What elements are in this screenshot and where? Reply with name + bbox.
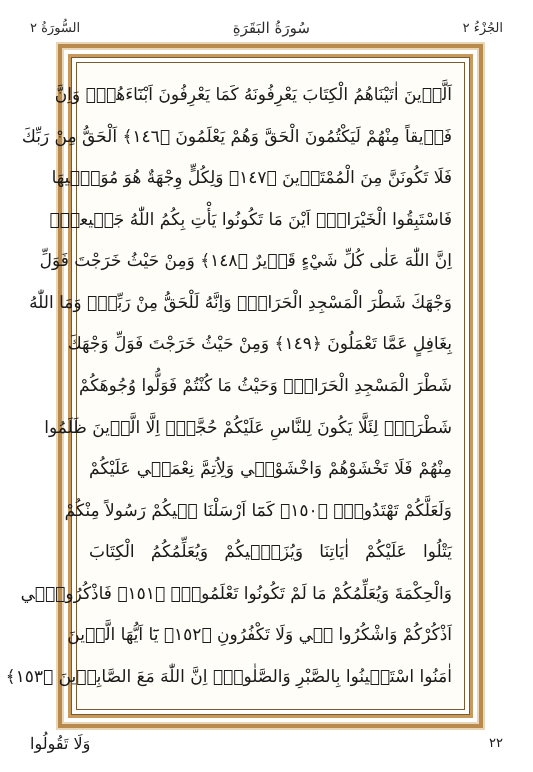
catchword: وَلَا تَقُولُوا (30, 733, 91, 753)
text-line: اَذْكُرْكُمْ وَاشْكُرُوا ل۪ي وَلَا تَكْفُرُونِ ﴿١٥٢﴾ يَٓا اَيُّهَا الَّذ۪ينَ (67, 625, 452, 646)
text-line: فَر۪يقاً مِنْهُمْ لَيَكْتُمُونَ الْحَقَّ وَهُمْ يَعْلَمُونَ ﴿١٤٦﴾ اَلْحَقُّ مِنْ رَبِّكَ (21, 126, 452, 147)
surah-number-label: السُّورَةُ ٢ (30, 20, 81, 36)
page-frame (5, 44, 483, 728)
text-line: مِنْهُمْ فَلَا تَخْشَوْهُمْ وَاخْشَوْن۪ي وَلِاُتِمَّ نِعْمَت۪ي عَلَيْكُمْ (89, 459, 452, 480)
text-line: اٰمَنُوا اسْتَع۪ينُوا بِالصَّبْرِ وَالصَّلٰوةِۜ اِنَّ اللّٰهَ مَعَ الصَّابِر۪ينَ ﴿١٥٣﴾ (5, 666, 452, 687)
juz-label: الجُزْءُ ٢ (462, 20, 503, 36)
text-line: وَالْحِكْمَةَ وَيُعَلِّمُكُمْ مَا لَمْ تَكُونُوا تَعْلَمُونَۜ ﴿١٥١﴾ فَاذْكُرُون۪ٓي (20, 583, 452, 604)
page-footer (30, 728, 503, 758)
page-number: ٢٢ (489, 735, 503, 751)
text-line: فَاسْتَبِقُوا الْخَيْرَاتِۜ اَيْنَ مَا تَكُونُوا يَأْتِ بِكُمُ اللّٰهُ جَم۪يعاًۜ (49, 209, 452, 230)
surah-title: سُورَةُ البَقَرَةِ (232, 19, 310, 37)
text-panel (5, 62, 465, 710)
text-line: اِنَّ اللّٰهَ عَلٰى كُلِّ شَيْءٍ قَد۪يرٌ ﴿١٤٨﴾ وَمِنْ حَيْثُ خَرَجْتَ فَوَلِّ (39, 251, 452, 272)
verse-text (5, 75, 452, 697)
text-line: يَتْلُوا عَلَيْكُمْ اٰيَاتِنَا وَيُزَكّ۪يكُمْ وَيُعَلِّمُكُمُ الْكِتَابَ (89, 542, 452, 563)
text-line: شَطْرَ الْمَسْجِدِ الْحَرَامِۜ وَحَيْثُ مَا كُنْتُمْ فَوَلُّوا وُجُوهَكُمْ (78, 375, 452, 396)
text-line: اَلَّذ۪ينَ اٰتَيْنَاهُمُ الْكِتَابَ يَعْرِفُونَهُ كَمَا يَعْرِفُونَ اَبْنَٓاءَهُمْۜ وَاِنَّ (54, 85, 452, 105)
text-line: وَجْهَكَ شَطْرَ الْمَسْجِدِ الْحَرَامِۜ وَاِنَّهُ لَلْحَقُّ مِنْ رَبِّكَۜ وَمَا اللّٰهُ (29, 292, 452, 313)
text-line: فَلَا تَكُونَنَّ مِنَ الْمُمْتَر۪ينَ ﴿١٤٧﴾ وَلِكُلٍّ وِجْهَةٌ هُوَ مُوَلّ۪يهَا (51, 168, 452, 189)
frame-border (5, 54, 473, 718)
text-line: وَلَعَلَّكُمْ تَهْتَدُونَۙ ﴿١٥٠﴾ كَمَٓا اَرْسَلْنَا ف۪يكُمْ رَسُولاً مِنْكُمْ (64, 500, 452, 521)
text-line: بِغَافِلٍ عَمَّا تَعْمَلُونَ ﴿١٤٩﴾ وَمِنْ حَيْثُ خَرَجْتَ فَوَلِّ وَجْهَكَ (67, 334, 452, 355)
page-header (30, 14, 503, 42)
text-line: شَطْرَهُۙ لِئَلَّا يَكُونَ لِلنَّاسِ عَلَيْكُمْ حُجَّةٌۗ اِلَّا الَّذ۪ينَ ظَلَمُوا (44, 417, 452, 438)
